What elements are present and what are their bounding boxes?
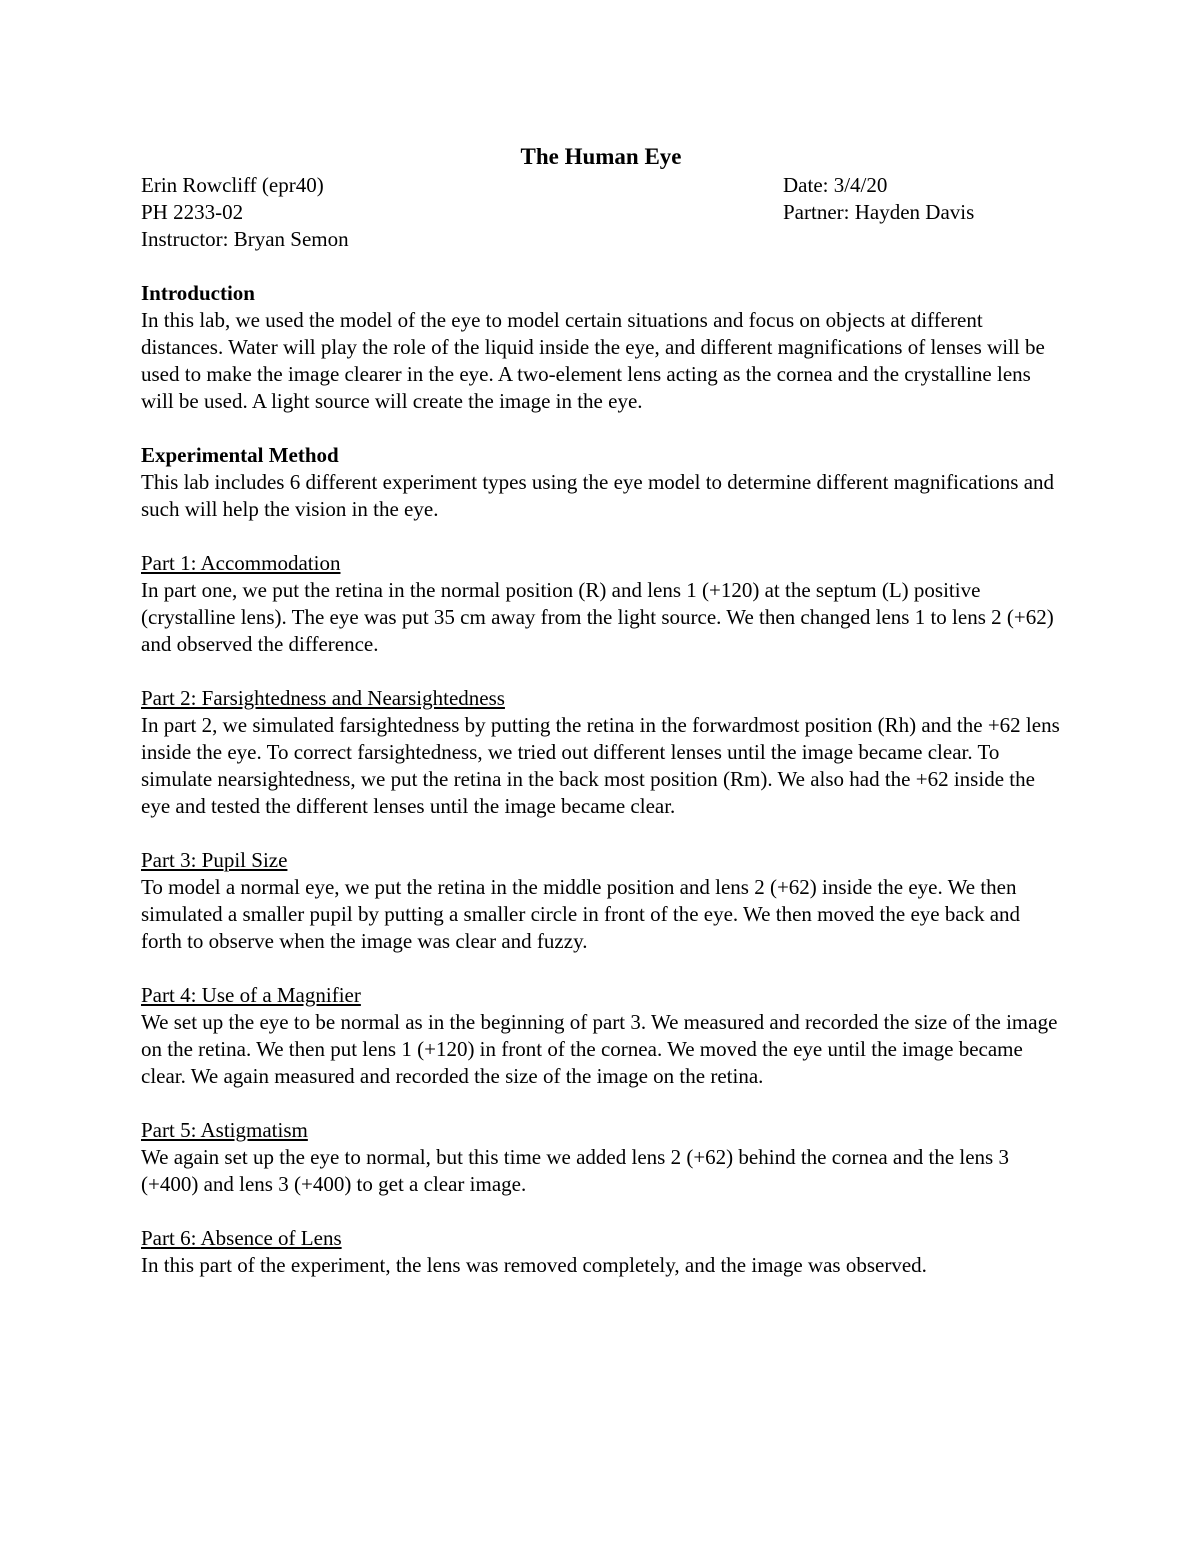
- part-3-body: To model a normal eye, we put the retina in the middle position and lens 2 (+62) inside the eye. We then simulated a smaller pupil by putting a smaller circle in front of the eye. We then moved the eye back and forth to observe when the image was clear and fuzzy.: [141, 875, 1021, 953]
- part-2-heading: Part 2: Farsightedness and Nearsightedness: [141, 686, 505, 710]
- part-4-heading: Part 4: Use of a Magnifier: [141, 983, 361, 1007]
- partner-line: Partner: Hayden Davis: [783, 200, 975, 224]
- header-row-3: [141, 226, 1061, 253]
- part-1-body: In part one, we put the retina in the normal position (R) and lens 1 (+120) at the septum (L) positive (crystalline lens). The eye was put 35 cm away from the light source. We then changed lens 1 to lens 2 (+62) and observed the difference.: [141, 578, 1054, 656]
- method-body: This lab includes 6 different experiment types using the eye model to determine different magnifications and such will help the vision in the eye.: [141, 470, 1055, 521]
- instructor-line: Instructor: Bryan Semon: [141, 227, 349, 251]
- document-page: [141, 142, 1061, 1279]
- part-4-body: We set up the eye to be normal as in the beginning of part 3. We measured and recorded the size of the image on the retina. We then put lens 1 (+120) in front of the cornea. We moved the eye until the image became clear. We again measured and recorded the size of the image on the retina.: [141, 1010, 1058, 1088]
- part-5-heading: Part 5: Astigmatism: [141, 1118, 308, 1142]
- author-line: Erin Rowcliff (epr40): [141, 173, 324, 197]
- part-3-heading: Part 3: Pupil Size: [141, 848, 288, 872]
- part-2-body: In part 2, we simulated farsightedness by putting the retina in the forwardmost position (Rh) and the +62 lens inside the eye. To correct farsightedness, we tried out different lenses until the image became clear. To simulate nearsightedness, we put the retina in the back most position (Rm). We also had the +62 inside the eye and tested the different lenses until the image became clear.: [141, 713, 1060, 818]
- part-1-heading: Part 1: Accommodation: [141, 551, 341, 575]
- part-5-body: We again set up the eye to normal, but this time we added lens 2 (+62) behind the cornea and the lens 3 (+400) and lens 3 (+400) to get a clear image.: [141, 1145, 1009, 1196]
- document-title: The Human Eye: [520, 144, 682, 169]
- method-heading: Experimental Method: [141, 443, 339, 467]
- header-row-1: [141, 172, 1061, 199]
- introduction-body: In this lab, we used the model of the eye to model certain situations and focus on objects at different distances. Water will play the role of the liquid inside the eye, and different magnifications of lenses will be used to make the image clearer in the eye. A two-element lens acting as the cornea and the crystalline lens will be used. A light source will create the image in the eye.: [141, 308, 1045, 413]
- introduction-heading: Introduction: [141, 281, 255, 305]
- date-line: Date: 3/4/20: [783, 173, 888, 197]
- part-6-heading: Part 6: Absence of Lens: [141, 1226, 342, 1250]
- course-line: PH 2233-02: [141, 200, 244, 224]
- part-6-body: In this part of the experiment, the lens was removed completely, and the image was observed.: [141, 1253, 927, 1277]
- header-row-2: [141, 199, 1061, 226]
